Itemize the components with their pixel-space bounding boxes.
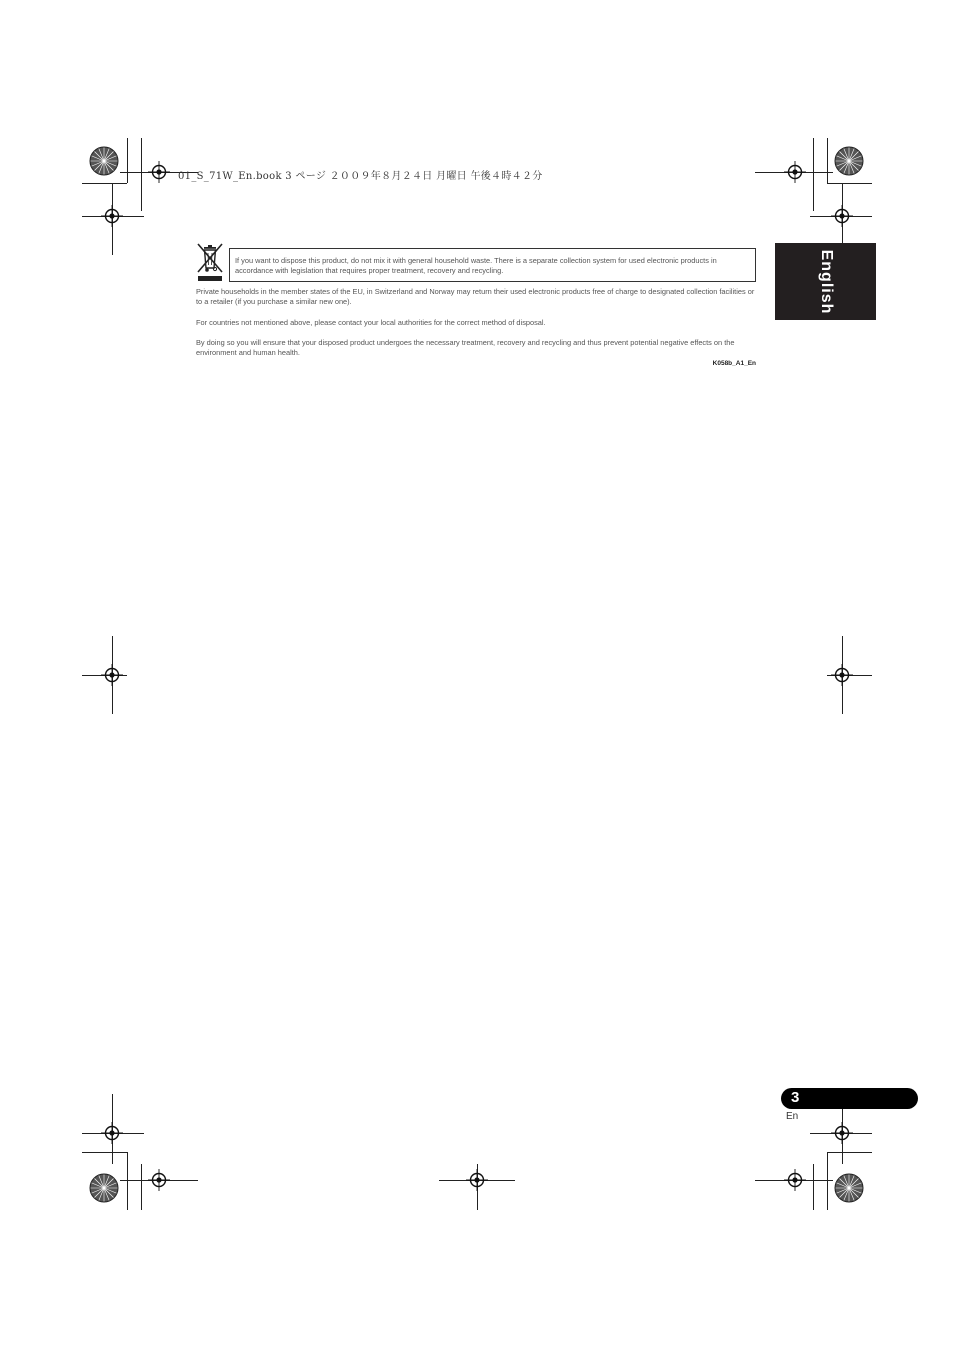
page-number: 3 (791, 1089, 800, 1106)
crossed-out-wheeled-bin-icon (196, 242, 224, 282)
registration-target-icon (831, 1122, 853, 1144)
registration-star-icon (834, 1173, 864, 1203)
page-number-badge (781, 1088, 918, 1109)
registration-star-icon (834, 146, 864, 176)
registration-target-icon (148, 1169, 170, 1191)
registration-target-icon (831, 664, 853, 686)
disposal-paragraph: For countries not mentioned above, please contact your local authorities for the correct method of disposal. (196, 318, 546, 327)
registration-target-icon (466, 1169, 488, 1191)
registration-target-icon (784, 161, 806, 183)
reference-code: K058b_A1_En (712, 360, 756, 367)
registration-target-icon (148, 161, 170, 183)
disposal-paragraph: By doing so you will ensure that your disposed product undergoes the necessary treatment, recovery and recycling and thus prevent potential negative effects on the environment and human health. (196, 338, 735, 357)
language-tab (775, 243, 876, 320)
registration-target-icon (784, 1169, 806, 1191)
disposal-notice-box: If you want to dispose this product, do not mix it with general household waste. There is a separate collection system for used electronic products in accordance with legislation that requires proper treatment, recovery and recycling. (229, 248, 756, 282)
file-info-header: 01_S_71W_En.book 3 ページ ２００９年８月２４日 月曜日 午後４時４２分 (178, 171, 543, 182)
registration-target-icon (101, 664, 123, 686)
registration-star-icon (89, 146, 119, 176)
registration-target-icon (101, 205, 123, 227)
registration-target-icon (101, 1122, 123, 1144)
registration-star-icon (89, 1173, 119, 1203)
disposal-paragraph: Private households in the member states of the EU, in Switzerland and Norway may return their used electronic products free of charge to designated collection facilities or to a retailer (if you purchase a similar new one). (196, 287, 755, 306)
page-language-code: En (786, 1111, 799, 1122)
registration-target-icon (831, 205, 853, 227)
language-tab-label: English (817, 249, 835, 314)
